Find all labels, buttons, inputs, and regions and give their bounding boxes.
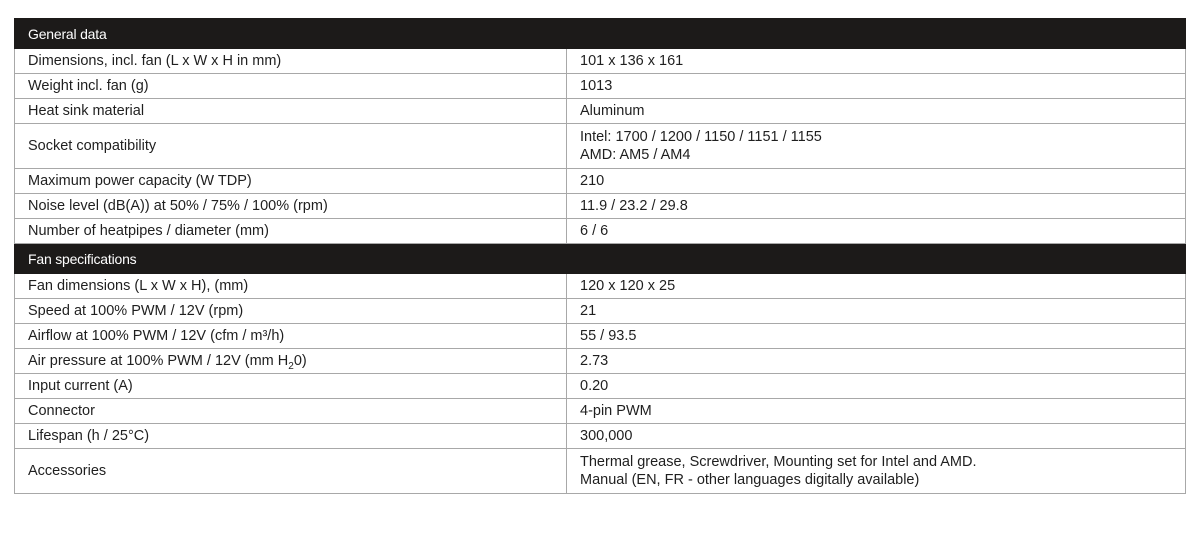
spec-value: 21 [567, 299, 1186, 324]
spec-label: Socket compatibility [15, 124, 567, 169]
spec-value: 0.20 [567, 374, 1186, 399]
table-row [15, 194, 1186, 219]
spec-table [14, 18, 1186, 494]
table-row [15, 449, 1186, 494]
table-row [15, 169, 1186, 194]
spec-label: Maximum power capacity (W TDP) [15, 169, 567, 194]
spec-label: Weight incl. fan (g) [15, 74, 567, 99]
spec-label: Noise level (dB(A)) at 50% / 75% / 100% (rpm) [15, 194, 567, 219]
spec-value: 101 x 136 x 161 [567, 49, 1186, 74]
spec-value: Aluminum [567, 99, 1186, 124]
spec-label: Lifespan (h / 25°C) [15, 424, 567, 449]
section-header-fan-specifications [15, 244, 1186, 274]
spec-value: 120 x 120 x 25 [567, 274, 1186, 299]
spec-label-text: Air pressure at 100% PWM / 12V (mm H [28, 353, 289, 369]
spec-label: Fan dimensions (L x W x H), (mm) [15, 274, 567, 299]
table-row [15, 424, 1186, 449]
table-row [15, 274, 1186, 299]
spec-label: Accessories [15, 449, 567, 494]
table-row [15, 99, 1186, 124]
spec-value: 2.73 [567, 349, 1186, 374]
spec-value: 6 / 6 [567, 219, 1186, 244]
spec-value: Intel: 1700 / 1200 / 1150 / 1151 / 1155 AMD: AM5 / AM4 [567, 124, 1186, 169]
table-row [15, 374, 1186, 399]
spec-value: 210 [567, 169, 1186, 194]
table-row [15, 74, 1186, 99]
spec-label: Speed at 100% PWM / 12V (rpm) [15, 299, 567, 324]
spec-label: Number of heatpipes / diameter (mm) [15, 219, 567, 244]
spec-value: Thermal grease, Screwdriver, Mounting set for Intel and AMD. Manual (EN, FR - other languages digitally available) [567, 449, 1186, 494]
spec-label: Input current (A) [15, 374, 567, 399]
table-row [15, 349, 1186, 374]
table-row [15, 124, 1186, 169]
section-header-general-data [15, 19, 1186, 49]
section-title: General data [15, 19, 1186, 49]
spec-value: 55 / 93.5 [567, 324, 1186, 349]
spec-label-suffix: 0) [293, 353, 307, 369]
table-row [15, 219, 1186, 244]
spec-label: Airflow at 100% PWM / 12V (cfm / m³/h) [15, 324, 567, 349]
table-row [15, 299, 1186, 324]
spec-label [15, 349, 567, 374]
spec-label: Connector [15, 399, 567, 424]
spec-label: Heat sink material [15, 99, 567, 124]
spec-value: 11.9 / 23.2 / 29.8 [567, 194, 1186, 219]
spec-value: 1013 [567, 74, 1186, 99]
subscript: 2 [288, 360, 294, 372]
section-title: Fan specifications [15, 244, 1186, 274]
table-row [15, 49, 1186, 74]
table-row [15, 399, 1186, 424]
spec-label: Dimensions, incl. fan (L x W x H in mm) [15, 49, 567, 74]
spec-value: 300,000 [567, 424, 1186, 449]
spec-value: 4-pin PWM [567, 399, 1186, 424]
table-row [15, 324, 1186, 349]
